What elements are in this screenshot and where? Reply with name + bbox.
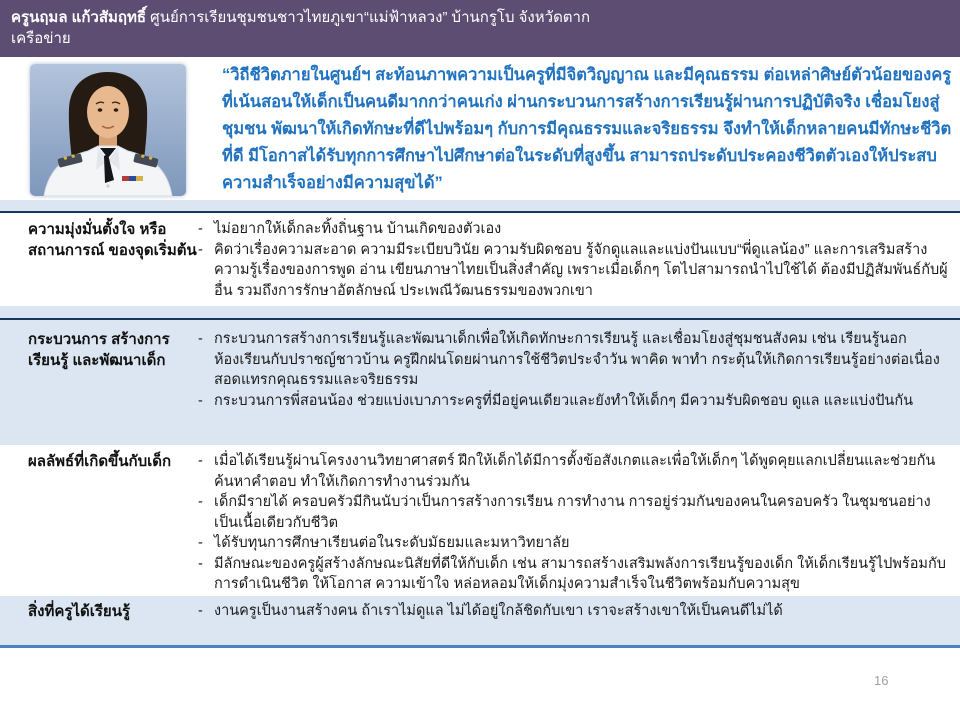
page-number: 16 bbox=[874, 673, 889, 688]
table-spacer-band bbox=[0, 200, 960, 211]
row-content bbox=[198, 601, 952, 645]
row-title: ความมุ่งมั่นตั้งใจ หรือสถานการณ์ ของจุดเริ่มต้น bbox=[28, 221, 197, 259]
list-item bbox=[198, 533, 952, 554]
table-row-motivation bbox=[0, 213, 960, 306]
list-item-text: กระบวนการพี่สอนน้อง ช่วยแบ่งเบาภาระครูที่มีอยู่คนเดียวและยังทำให้เด็กๆ มีความรับผิดชอบ ดูแล และแบ่งปันกัน bbox=[214, 392, 914, 409]
dash-bullet-icon: - bbox=[198, 241, 203, 258]
dash-bullet-icon: - bbox=[198, 494, 203, 510]
row-title: กระบวนการ สร้างการเรียนรู้ และพัฒนาเด็ก bbox=[28, 331, 170, 369]
row-content bbox=[198, 219, 952, 306]
intro-section bbox=[0, 57, 960, 197]
list-item bbox=[198, 391, 952, 412]
table-row-learning-process bbox=[0, 320, 960, 445]
list-item-text: คิดว่าเรื่องความสะอาด ความมีระเบียบวินัย ความรับผิดชอบ รู้จักดูแลและแบ่งปันแบบ“พี่ดูแลน้อง” และการเสริมสร้างความรู้เรื่องของการพูด อ่าน เขียนภาษาไทยเป็นสิ่งสำคัญ เพราะเมื่อเด็กๆ โตไปสามารถนำไปใช้ได้ ต้องมีปฏิสัมพันธ์กับผู้อื่น รวมถึงการรักษาอัตลักษณ์ ประเพณีวัฒนธรรมของพวกเขา bbox=[214, 241, 948, 299]
dash-bullet-icon: - bbox=[198, 331, 203, 347]
title-rest: ศูนย์การเรียนชุมชนชาวไทยภูเขา“แม่ฟ้าหลวง” บ้านกรูโบ จังหวัดตาก bbox=[146, 9, 591, 26]
list-item-text: งานครูเป็นงานสร้างคน ถ้าเราไม่ดูแล ไม่ได้อยู่ใกล้ชิดกับเขา เราจะสร้างเขาให้เป็นคนดีไม่ได้ bbox=[214, 603, 783, 619]
list-item-text: เด็กมีรายได้ ครอบครัวมีกินนับว่าเป็นการสร้างการเรียน การทำงาน การอยู่ร่วมกันของคนในครอบครัว ในชุมชนอย่างเป็นเนื้อเดียวกับชีวิต bbox=[214, 494, 931, 531]
summary-table bbox=[0, 200, 960, 648]
table-row-teacher-learned bbox=[0, 596, 960, 648]
row-content bbox=[198, 329, 952, 445]
table-spacer-band bbox=[0, 306, 960, 318]
dash-bullet-icon: - bbox=[198, 221, 203, 237]
list-item bbox=[198, 554, 952, 595]
teacher-quote: “วิถีชีวิตภายในศูนย์ฯ สะท้อนภาพความเป็นครูที่มีจิตวิญญาณ และมีคุณธรรม ต่อเหล่าศิษย์ตัวน้อยของครู ที่เน้นสอนให้เด็กเป็นคนดีมากกว่าคนเก่ง ผ่านกระบวนการสร้างการเรียนรู้ผ่านการปฏิบัติจริง เชื่อมโยงสู่ชุมชน พัฒนาให้เกิดทักษะที่ดีไปพร้อมๆ กับการมีคุณธรรมและจริยธรรม จึงทำให้เด็กหลายคนมีทักษะชีวิตที่ดี มีโอกาสได้รับทุกการศึกษาไปศึกษาต่อในระดับที่สูงขึ้น สามารถประดับประคองชีวิตตัวเองให้ประสบความสำเร็จอย่างมีความสุขได้” bbox=[222, 66, 952, 192]
teacher-portrait-illustration bbox=[30, 64, 186, 196]
list-item-text: มีลักษณะของครูผู้สร้างลักษณะนิสัยที่ดีให้กับเด็ก เช่น สามารถสร้างเสริมพลังการเรียนรู้ของเด็ก ให้เด็กเรียนรู้ไปพร้อมกับการดำเนินชีวิต ให้โอกาส ความเข้าใจ หล่อหลอมให้เด็กมุ่งความสำเร็จในชีวิตพร้อมกับความสุข bbox=[214, 555, 946, 592]
list-item-text: เมื่อได้เรียนรู้ผ่านโครงงานวิทยาศาสตร์ ฝึกให้เด็กได้มีการตั้งข้อสังเกตและเพื่อให้เด็กๆ ได้พูดคุยแลกเปลี่ยนและช่วยกันค้นหาคำตอบ ทำให้เกิดการทำงานร่วมกัน bbox=[214, 453, 936, 490]
teacher-name: ครูนฤมล แก้วสัมฤทธิ์ bbox=[11, 9, 147, 26]
slide-title-bar bbox=[0, 0, 960, 57]
list-item bbox=[198, 601, 952, 622]
table-row-outcomes bbox=[0, 445, 960, 596]
dash-bullet-icon: - bbox=[198, 535, 203, 551]
row-content bbox=[198, 451, 952, 596]
title-line2: เครือข่าย bbox=[11, 30, 71, 47]
list-item bbox=[198, 219, 952, 240]
teacher-photo bbox=[30, 64, 186, 196]
row-title: สิ่งที่ครูได้เรียนรู้ bbox=[28, 603, 131, 620]
list-item-text: ได้รับทุนการศึกษาเรียนต่อในระดับมัธยมและมหาวิทยาลัย bbox=[214, 535, 570, 551]
list-item bbox=[198, 451, 952, 492]
list-item-text: ไม่อยากให้เด็กละทิ้งถิ่นฐาน บ้านเกิดของตัวเอง bbox=[214, 221, 502, 237]
list-item bbox=[198, 329, 952, 391]
list-item bbox=[198, 240, 952, 302]
list-item-text: กระบวนการสร้างการเรียนรู้และพัฒนาเด็กเพื่อให้เกิดทักษะการเรียนรู้ และเชื่อมโยงสู่ชุมชนสังคม เช่น เรียนรู้นอกห้องเรียนกับปราชญ์ชาวบ้าน ครูฝึกฝนโดยผ่านการใช้ชีวิตประจำวัน พาคิด พาทำ กระตุ้นให้เกิดการเรียนรู้อย่างต่อเนื่อง สอดแทรกคุณธรรมและจริยธรรม bbox=[214, 331, 940, 388]
dash-bullet-icon: - bbox=[198, 453, 203, 469]
dash-bullet-icon: - bbox=[198, 603, 203, 619]
row-title: ผลลัพธ์ที่เกิดขึ้นกับเด็ก bbox=[28, 453, 172, 470]
list-item bbox=[198, 492, 952, 533]
dash-bullet-icon: - bbox=[198, 555, 203, 572]
dash-bullet-icon: - bbox=[198, 392, 203, 409]
